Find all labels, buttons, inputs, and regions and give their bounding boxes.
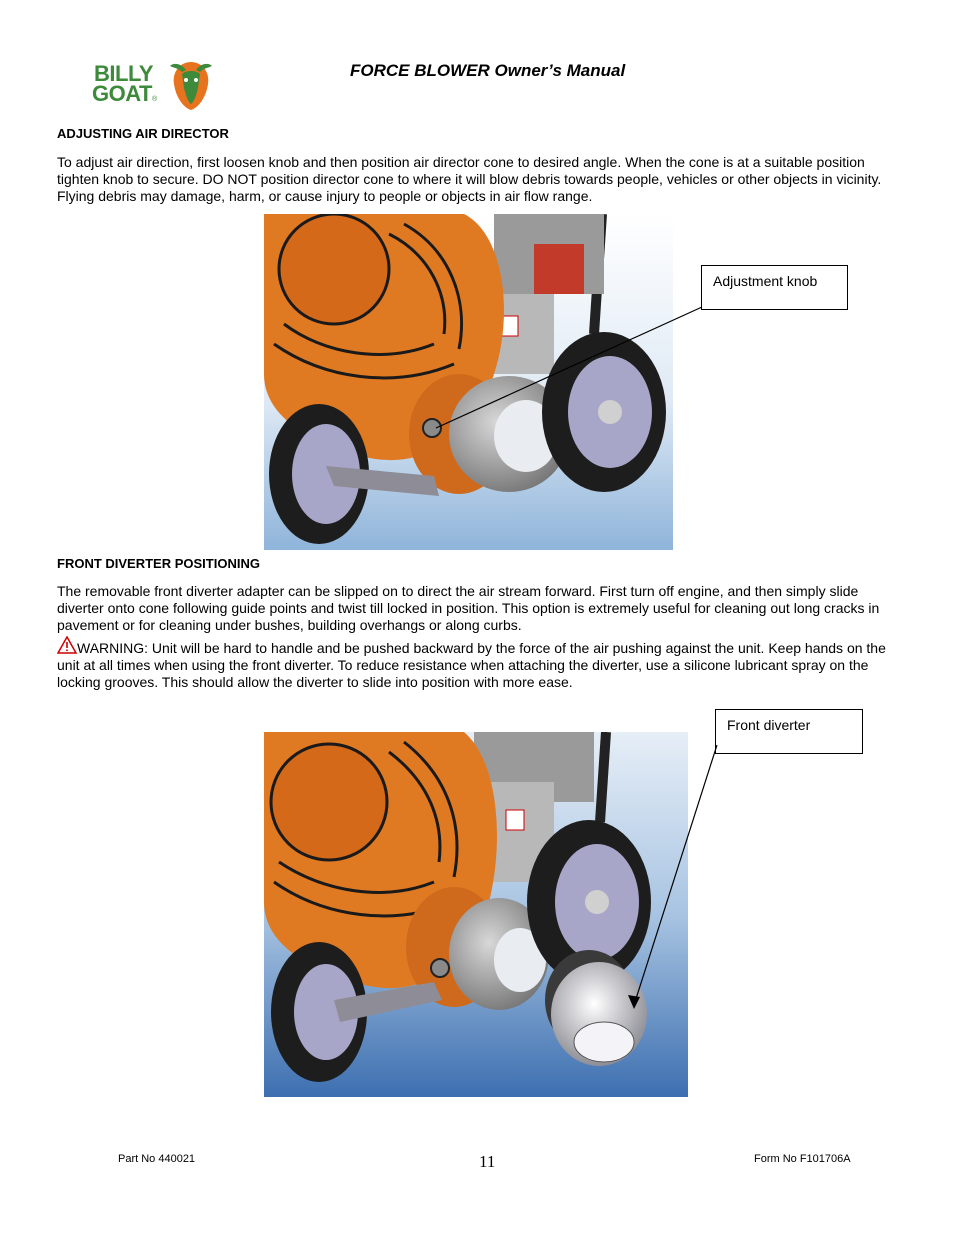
section-heading-front-diverter: FRONT DIVERTER POSITIONING [57,556,260,571]
section-heading-air-director: ADJUSTING AIR DIRECTOR [57,126,229,141]
footer-part-number: Part No 440021 [118,1153,196,1165]
callout-front-diverter: Front diverter [715,709,863,754]
page-number: 11 [479,1152,496,1171]
logo-line2: GOAT [92,81,152,106]
logo-registered-mark: ® [152,96,158,103]
section-body-front-diverter: The removable front diverter adapter can be slipped on to direct the air stream forward. First turn off engine, and then simply slide diverter onto cone following guide points and twist till locked in position. This option is extremely useful for cleaning out long cracks in pavement or for cleaning under bushes, building overhangs or along curbs. [57,583,880,633]
logo-line1: BILLY [94,61,154,86]
warning-text-content: WARNING: Unit will be hard to handle and be pushed backward by the force of the air pushing against the unit. Keep hands on the unit at all times when using the front diverter. To reduce resistance when attaching the diverter, use a silicone lubricant spray on the locking grooves. This should allow the diverter to slide into position with more ease. [57,640,886,690]
footer-form-number: Form No F101706A [754,1153,851,1165]
document-title: FORCE BLOWER Owner’s Manual [350,61,626,80]
callout-adjustment-knob: Adjustment knob [701,265,848,310]
section-body-air-director: To adjust air direction, first loosen knob and then position air director cone to desired angle. When the cone is at a suitable position tighten knob to secure. DO NOT position director cone to where it will blow debris towards people, vehicles or other objects in vicinity. Flying debris may damage, harm, or cause injury to people or objects in air flow range. [57,154,882,204]
